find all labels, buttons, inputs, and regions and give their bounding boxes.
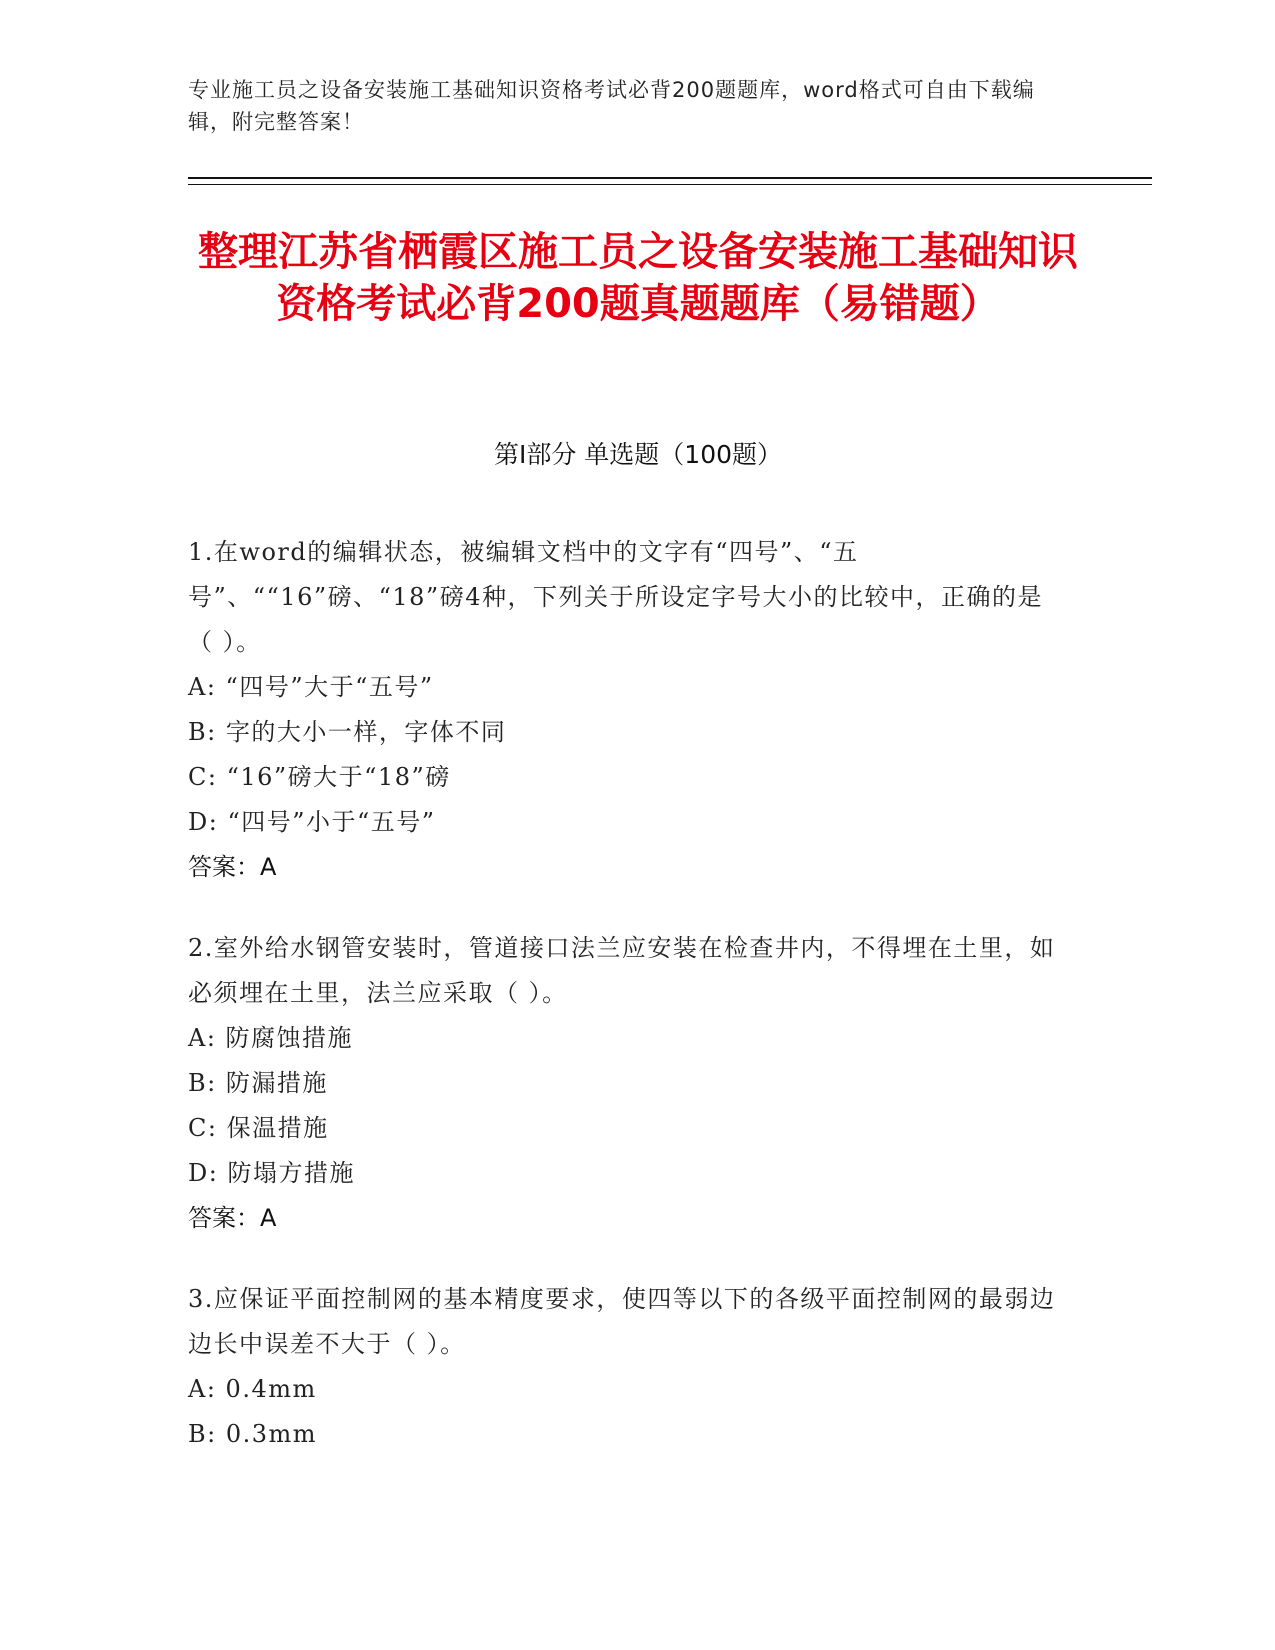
question-2 <box>188 926 1068 1241</box>
header-note: 专业施工员之设备安装施工基础知识资格考试必背200题题库，word格式可自由下载编辑，附完整答案！ <box>188 78 1035 134</box>
question-1 <box>188 530 1068 890</box>
option-d: D: 防塌方措施 <box>188 1159 355 1187</box>
option-b: B: 字的大小一样，字体不同 <box>188 718 507 746</box>
option-a: A: 防腐蚀措施 <box>188 1024 354 1052</box>
section-heading: 第Ⅰ部分 单选题（100题） <box>493 440 783 469</box>
option-a: A: 0.4mm <box>188 1375 317 1403</box>
option-d: D: “四号”小于“五号” <box>188 808 436 836</box>
question-list <box>188 530 1068 1493</box>
option-a: A: “四号”大于“五号” <box>188 673 434 701</box>
question-3 <box>188 1277 1068 1457</box>
question-stem: 2.室外给水钢管安装时，管道接口法兰应安装在检查井内，不得埋在土里，如必须埋在土里，法兰应采取（ ）。 <box>188 934 1056 1007</box>
option-b: B: 0.3mm <box>188 1420 318 1448</box>
answer: 答案：A <box>188 853 277 881</box>
option-c: C: “16”磅大于“18”磅 <box>188 763 451 791</box>
header-rule-thick <box>188 177 1152 179</box>
header-rule-thin <box>188 184 1152 185</box>
document-title: 整理江苏省栖霞区施工员之设备安装施工基础知识资格考试必背200题真题题库（易错题） <box>198 229 1078 327</box>
option-b: B: 防漏措施 <box>188 1069 328 1097</box>
answer: 答案：A <box>188 1204 277 1232</box>
question-stem: 1.在word的编辑状态，被编辑文档中的文字有“四号”、“五号”、““16”磅、“18”磅4种，下列关于所设定字号大小的比较中，正确的是（ ）。 <box>188 538 1043 656</box>
question-stem: 3.应保证平面控制网的基本精度要求，使四等以下的各级平面控制网的最弱边边长中误差不大于（ ）。 <box>188 1285 1056 1358</box>
option-c: C: 保温措施 <box>188 1114 329 1142</box>
